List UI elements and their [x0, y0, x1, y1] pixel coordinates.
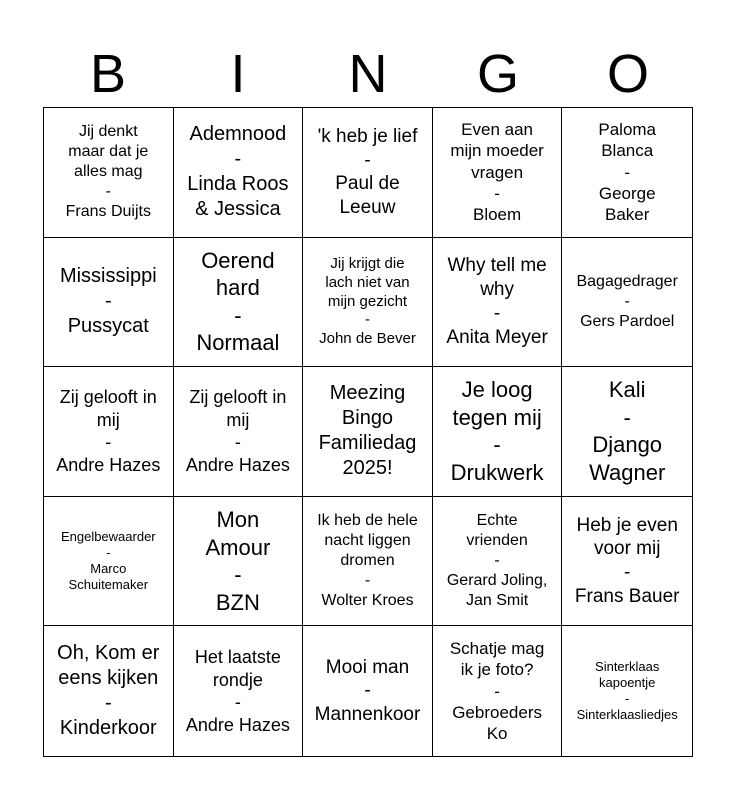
header-letter-n: N — [348, 44, 388, 104]
bingo-cell[interactable] — [562, 626, 692, 756]
bingo-cell[interactable] — [562, 497, 692, 627]
bingo-cell[interactable] — [433, 497, 563, 627]
bingo-cell[interactable] — [303, 108, 433, 238]
header-letter-i: I — [230, 44, 246, 104]
cell-text: Meezing Bingo Familiedag 2025! — [318, 382, 417, 480]
bingo-cell[interactable] — [562, 367, 692, 497]
bingo-cell[interactable] — [433, 367, 563, 497]
bingo-grid — [43, 107, 693, 757]
cell-text: 'k heb je lief - Paul de Leeuw — [317, 125, 418, 219]
bingo-cell[interactable] — [562, 108, 692, 238]
bingo-cell[interactable] — [433, 626, 563, 756]
bingo-cell[interactable] — [303, 626, 433, 756]
cell-text: Mooi man - Mannenkoor — [314, 656, 421, 726]
cell-text: Jij denkt maar dat je alles mag - Frans Duijts — [65, 123, 151, 221]
bingo-cell[interactable] — [44, 238, 174, 368]
bingo-cell[interactable] — [433, 108, 563, 238]
bingo-header — [43, 40, 693, 108]
cell-text: Why tell me why - Anita Meyer — [446, 255, 548, 348]
cell-text: Oerend hard - Normaal — [196, 247, 280, 356]
bingo-cell bingo-free-cell[interactable] — [303, 367, 433, 497]
cell-text: Ademnood - Linda Roos & Jessica — [187, 123, 289, 221]
cell-text: Jij krijgt die lach niet van mijn gezicht - John de Bever — [319, 255, 416, 348]
bingo-cell[interactable] — [174, 626, 304, 756]
cell-text: Sinterklaas kapoentje - Sinterklaasliedjes — [576, 658, 678, 723]
cell-text: Je loog tegen mij - Drukwerk — [450, 377, 544, 485]
cell-text: Het laatste rondje - Andre Hazes — [185, 647, 290, 735]
bingo-cell[interactable] — [433, 238, 563, 368]
cell-text: Even aan mijn moeder vragen - Bloem — [450, 120, 544, 225]
cell-text: Engelbewaarder - Marco Schuitemaker — [60, 528, 156, 593]
header-letter-g: G — [476, 44, 519, 104]
bingo-cell[interactable] — [562, 238, 692, 368]
bingo-cell[interactable] — [174, 238, 304, 368]
cell-text: Paloma Blanca - George Baker — [598, 120, 657, 225]
cell-text: Echte vrienden - Gerard Joling, Jan Smit — [446, 512, 548, 610]
bingo-cell[interactable] — [303, 238, 433, 368]
bingo-cell[interactable] — [174, 367, 304, 497]
bingo-cell[interactable] — [44, 367, 174, 497]
cell-text: Zij gelooft in mij - Andre Hazes — [185, 387, 290, 475]
bingo-cell[interactable] — [44, 108, 174, 238]
bingo-cell[interactable] — [44, 626, 174, 756]
cell-text: Kali - Django Wagner — [589, 377, 666, 485]
cell-text: Oh, Kom er eens kijken - Kinderkoor — [57, 642, 160, 740]
cell-text: Bagagedrager - Gers Pardoel — [576, 272, 678, 330]
cell-text: Zij gelooft in mij - Andre Hazes — [56, 387, 161, 475]
bingo-cell[interactable] — [174, 497, 304, 627]
bingo-cell[interactable] — [44, 497, 174, 627]
cell-text: Heb je even voor mij - Frans Bauer — [574, 514, 680, 607]
header-letter-o: O — [606, 44, 649, 104]
bingo-cell[interactable] — [174, 108, 304, 238]
header-letter-b: B — [89, 44, 127, 104]
cell-text: Ik heb de hele nacht liggen dromen - Wolter Kroes — [317, 512, 418, 610]
cell-text: Mon Amour - BZN — [205, 507, 271, 615]
cell-text: Mississippi - Pussycat — [59, 265, 157, 338]
cell-text: Schatje mag ik je foto? - Gebroeders Ko — [449, 639, 545, 744]
bingo-cell[interactable] — [303, 497, 433, 627]
